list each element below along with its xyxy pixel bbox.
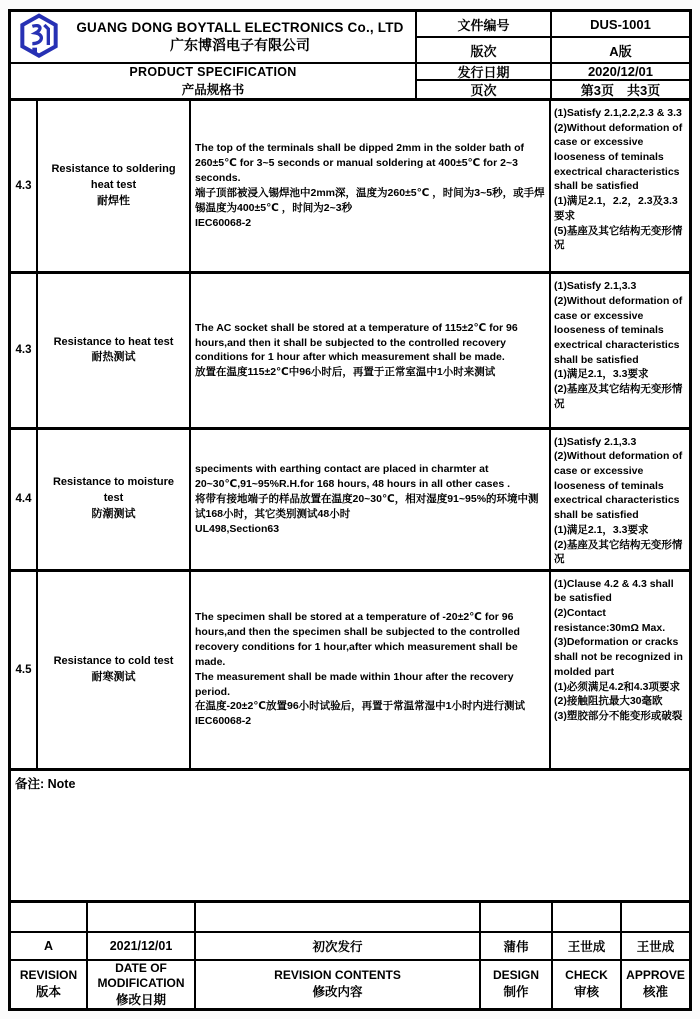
company-block [11, 12, 417, 64]
test-item [38, 430, 191, 569]
approve-header: APPROVE 核准 [626, 968, 685, 999]
note-section [11, 771, 689, 904]
spec-table-row-moisture [11, 430, 689, 572]
test-content-line: 端子顶部被浸入锡焊池中2mm深，温度为260±5℃ ，时间为3~5秒，或手焊锡温度为400±5℃ ，时间为2~3秒 [195, 187, 545, 215]
test-item [38, 101, 191, 271]
clause-number: 4.4 [11, 430, 38, 569]
revision-label-row [11, 961, 689, 1008]
note-label: 备注: Note [15, 776, 76, 791]
modification-date: 2021/12/01 [88, 933, 196, 961]
revision-empty-row [11, 903, 689, 933]
modification-date-header: DATE OF MODIFICATION 修改日期 [88, 961, 196, 1008]
document-title-block [11, 64, 417, 98]
empty-cell [196, 903, 481, 933]
test-requirement [551, 274, 689, 427]
clause-number: 4.5 [11, 572, 38, 768]
spec-table-row-cold [11, 572, 689, 771]
revision-header: REVISION 版本 [11, 961, 88, 1008]
test-requirement-line: (2)接触阻抗最大30毫欧 [554, 695, 663, 708]
test-requirement-line: (1)满足2.1，3.3要求 [554, 368, 649, 381]
test-requirement-line: (2)Without deformation of case or excessive looseness of teminals exectrical characteristics shall be satisfied [554, 294, 683, 366]
test-requirement-line: (2)基座及其它结构无变形情况 [554, 538, 683, 566]
test-content-line: UL498,Section63 [195, 522, 280, 535]
test-content-line: speciments with earthing contact are placed in charmter at 20~30℃,91~95%R.H.for 168 hours, 48 hours in all other cases . [195, 462, 511, 490]
company-name-en: GUANG DONG BOYTALL ELECTRONICS Co., LTD [76, 19, 404, 35]
test-content-line: The AC socket shall be stored at a temperature of 115±2℃ for 96 hours,and then it shall be subjected to the controlled recovery conditions for 1 hour after which measurement shall be made. [195, 321, 518, 364]
check-header: CHECK 审核 [553, 961, 622, 1008]
test-requirement-line: (1)Satisfy 2.1,3.3 [554, 435, 637, 448]
test-requirement-line: (1)满足2.1，2.2，2.3及3.3要求 [554, 195, 678, 222]
empty-cell [622, 903, 689, 933]
test-requirement-line: (1)满足2.1，3.3要求 [554, 523, 649, 536]
document-title-cn: 产品规格书 [181, 82, 245, 97]
test-item-en: Resistance to soldering heat test [51, 163, 176, 192]
field-value-doc-number: DUS-1001 [552, 12, 689, 38]
test-content [191, 101, 551, 271]
test-content-line: The top of the terminals shall be dipped 2mm in the solder bath of 260±5℃ for 3~5 seconds or manual soldering at 400±5℃ for 2~3 seconds. [195, 142, 525, 185]
test-content-line: The specimen shall be stored at a temperature of -20±2℃ for 96 hours,and then the specimen shall be subjected to the controlled recovery conditions for 1 hour,after which measurement shall be made. [195, 610, 520, 668]
test-content-line: IEC60068-2 [195, 216, 252, 229]
test-content-line: IEC60068-2 [195, 715, 252, 728]
document-header [11, 12, 689, 101]
test-requirement-line: (3)Deformation or cracks shall not be recognized in molded part [554, 636, 683, 678]
spec-document-page [8, 9, 692, 1011]
test-item-cn: 耐寒测试 [91, 670, 136, 683]
field-value-page: 第3页 共3页 [580, 83, 661, 98]
field-value-issue-date: 2020/12/01 [552, 64, 689, 81]
test-item [38, 274, 191, 427]
check-name: 王世成 [553, 933, 622, 961]
test-item-cn: 耐焊性 [97, 195, 130, 208]
field-value-version: A版 [552, 38, 689, 64]
empty-cell [88, 903, 196, 933]
test-requirement [551, 101, 689, 271]
test-item [38, 572, 191, 768]
test-item-en: Resistance to heat test [53, 335, 174, 348]
field-label-version: 版次 [417, 38, 552, 64]
test-content-line: 在温度-20±2℃放置96小时试验后，再置于常温常湿中1小时内进行测试 [195, 700, 526, 713]
test-content-line: The measurement shall be made within 1hour after the recovery period. [195, 670, 514, 698]
test-item-cn: 防潮测试 [91, 508, 136, 521]
empty-cell [553, 903, 622, 933]
test-requirement-line: (2)基座及其它结构无变形情况 [554, 383, 683, 410]
test-requirement-line: (5)基座及其它结构无变形情况 [554, 224, 683, 252]
empty-cell [11, 903, 88, 933]
test-item-en: Resistance to cold test [53, 654, 174, 667]
field-label-page: 页次 [417, 81, 552, 98]
test-requirement-line: (3)塑胶部分不能变形或破裂 [554, 709, 683, 722]
test-content [191, 274, 551, 427]
revision-contents-header: REVISION CONTENTS 修改内容 [196, 961, 481, 1008]
field-label-doc-number: 文件编号 [417, 12, 552, 38]
company-logo-icon [17, 12, 61, 62]
test-requirement-line: (2)Without deformation of case or excessive looseness of teminals exectrical characteristics shall be satisfied [554, 121, 683, 193]
test-requirement-line: (2)Without deformation of case or excessive looseness of teminals exectrical characteristics shall be satisfied [554, 450, 683, 522]
test-requirement-line: (1)Satisfy 2.1,2.2,2.3 & 3.3 [554, 107, 682, 119]
clause-number: 4.3 [11, 274, 38, 427]
spec-table-row-heat [11, 274, 689, 430]
spec-table-row-soldering-heat [11, 101, 689, 274]
test-item-en: Resistance to moisture test [52, 476, 175, 505]
company-name-cn: 广东博滔电子有限公司 [170, 36, 310, 53]
revision-data-row [11, 933, 689, 961]
revision-content: 初次发行 [196, 933, 481, 961]
test-content [191, 572, 551, 768]
test-requirement-line: (2)Contact resistance:30mΩ Max. [554, 607, 666, 634]
test-content [191, 430, 551, 569]
approve-name: 王世成 [622, 933, 689, 961]
empty-cell [481, 903, 553, 933]
company-name [65, 20, 415, 54]
test-content-line: 将带有接地端子的样品放置在温度20~30℃，相对湿度91~95%的环境中测试168小时，其它类别测试48小时 [195, 492, 539, 520]
design-name: 蒲伟 [481, 933, 553, 961]
revision-letter: A [11, 933, 88, 961]
design-header: DESIGN 制作 [481, 961, 553, 1008]
field-label-issue-date: 发行日期 [417, 64, 552, 81]
test-requirement [551, 572, 689, 768]
test-requirement-line: (1)必须满足4.2和4.3项要求 [554, 680, 681, 693]
test-requirement-line: (1)Clause 4.2 & 4.3 shall be satisfied [554, 577, 674, 605]
test-item-cn: 耐热测试 [91, 351, 136, 364]
test-requirement-line: (1)Satisfy 2.1,3.3 [554, 280, 637, 293]
test-requirement [551, 430, 689, 569]
document-title-en: PRODUCT SPECIFICATION [129, 64, 297, 79]
clause-number: 4.3 [11, 101, 38, 271]
test-content-line: 放置在温度115±2℃中96小时后，再置于正常室温中1小时来测试 [195, 366, 496, 379]
